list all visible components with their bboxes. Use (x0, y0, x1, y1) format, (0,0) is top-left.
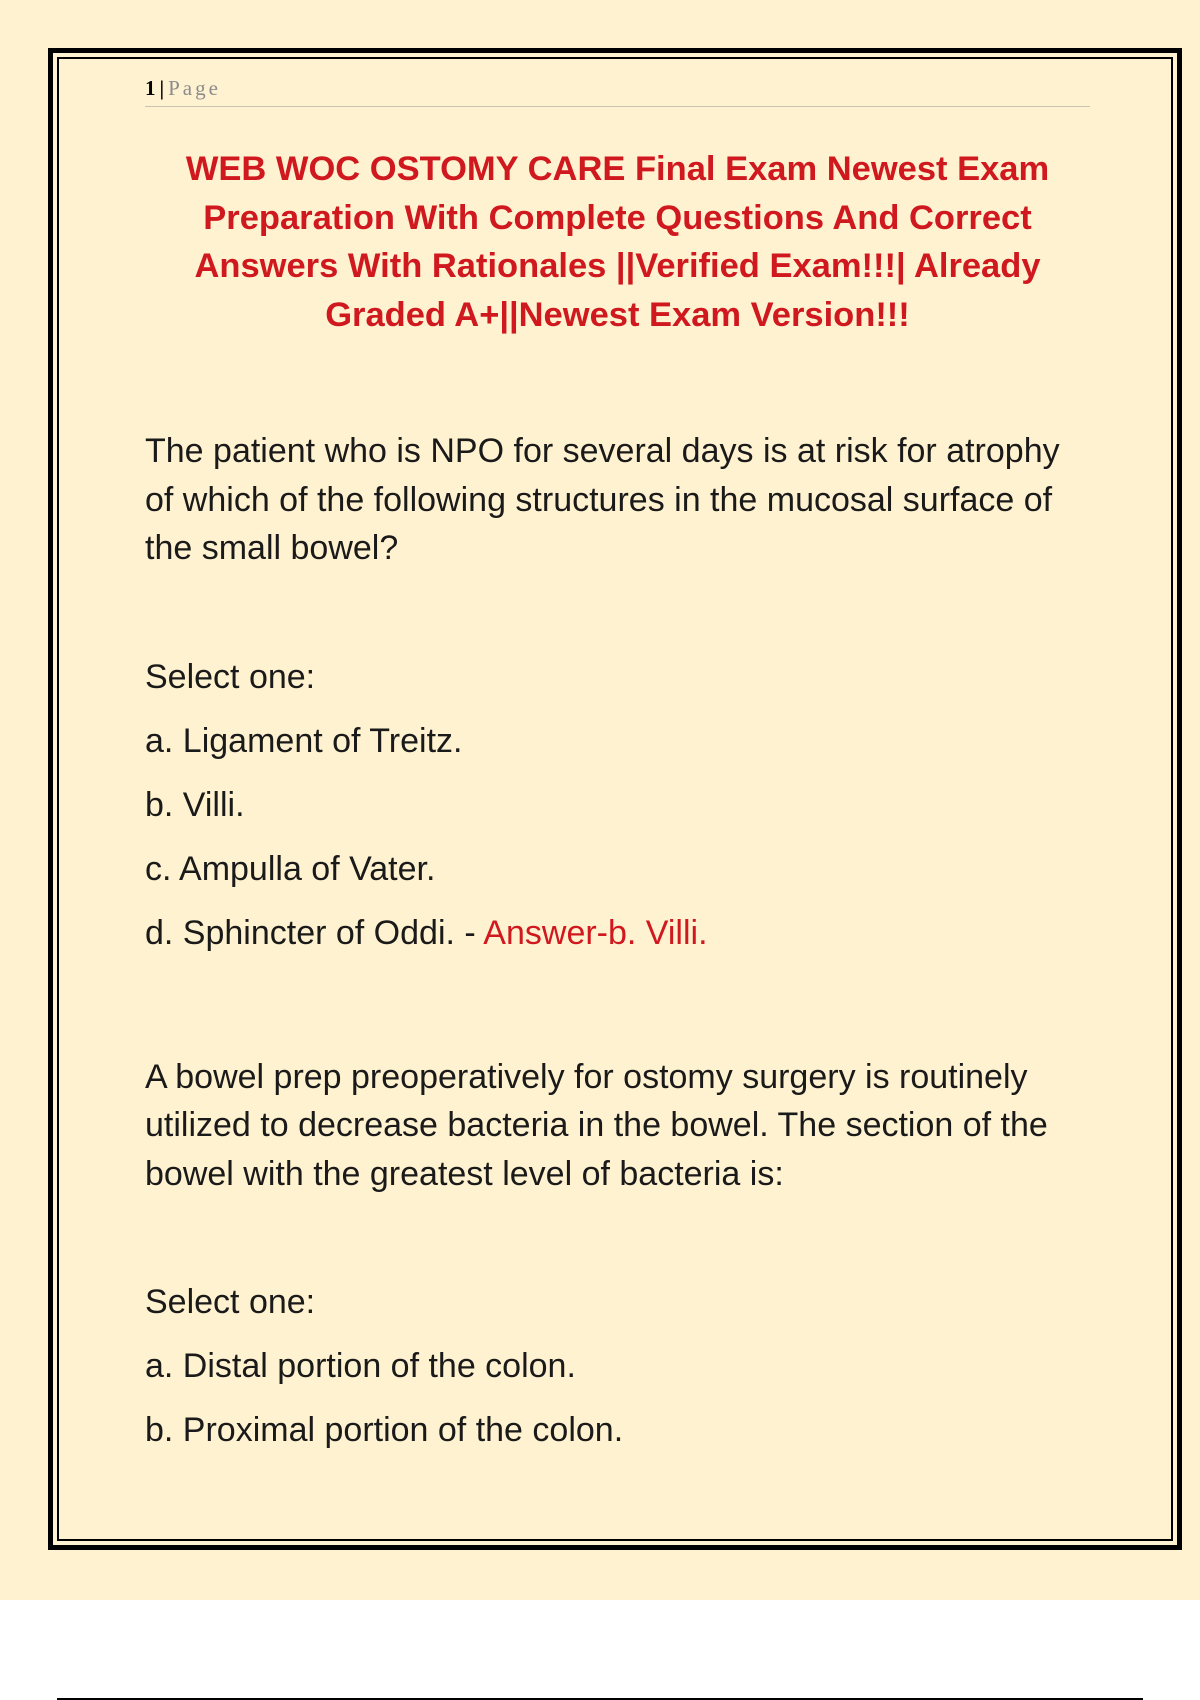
question-2-option-a: a. Distal portion of the colon. (145, 1347, 576, 1385)
page-header-separator: | (159, 76, 165, 100)
question-1-prompt: Select one: (145, 657, 316, 696)
question-1-option-b: b. Villi. (145, 785, 245, 824)
question-2-text: A bowel prep preoperatively for ostomy surgery is routinely utilized to decrease bacteria in the bowel. The section of the bowel with the greatest level of bacteria is: (145, 1057, 1048, 1193)
question-1-option-d (145, 909, 1090, 957)
question-1-text: The patient who is NPO for several days is at risk for atrophy of which of the following structures in the mucosal surface of the small bowel? (145, 432, 1060, 567)
page-number: 1 (145, 76, 156, 100)
question-1-answer: Answer-b. Villi. (483, 913, 708, 952)
question-1-option-a: a. Ligament of Treitz. (145, 721, 463, 760)
page-header (145, 70, 1090, 107)
question-1-option-c: c. Ampulla of Vater. (145, 849, 436, 888)
document-content (145, 70, 1090, 1454)
question-2-option-b: b. Proximal portion of the colon. (145, 1411, 624, 1449)
question-1-option-d-text: d. Sphincter of Oddi. - (145, 913, 484, 952)
document-title: WEB WOC OSTOMY CARE Final Exam Newest Exam Preparation With Complete Questions And Correct Answers With Rationales ||Verified Exam!!!| Already Graded A+||Newest Exam Version!!! (185, 150, 1050, 334)
question-2-prompt: Select one: (145, 1283, 316, 1321)
page-label: Page (168, 76, 221, 100)
